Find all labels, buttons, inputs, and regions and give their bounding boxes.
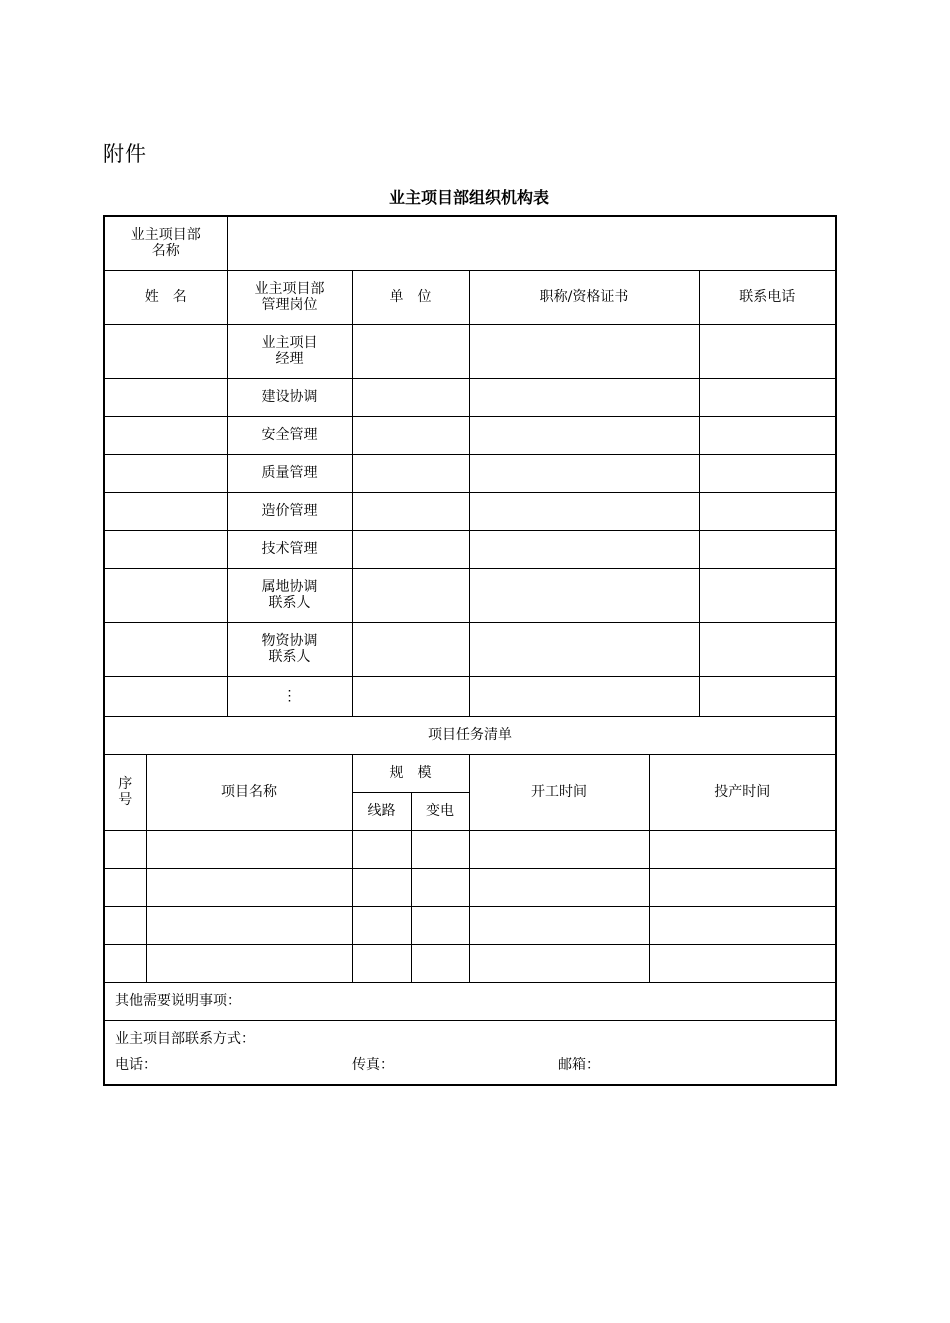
task-row — [104, 906, 836, 944]
task-col-production-time: 投产时间 — [649, 754, 836, 830]
member-post-cell — [227, 676, 352, 716]
col-header-post-line1: 业主项目部 — [254, 281, 325, 297]
member-post-cell — [227, 324, 352, 378]
member-post-cell — [227, 492, 352, 530]
col-header-post-line2: 管理岗位 — [261, 297, 318, 313]
task-start-time-cell[interactable] — [469, 906, 649, 944]
member-unit-cell[interactable] — [352, 416, 469, 454]
col-header-name: 姓 名 — [104, 270, 227, 324]
task-seq-cell[interactable] — [104, 944, 146, 982]
contact-label: 业主项目部联系方式： — [115, 1031, 255, 1048]
member-phone-cell[interactable] — [699, 454, 836, 492]
dept-name-row — [104, 216, 836, 270]
member-post-cell — [227, 416, 352, 454]
dept-name-input-cell[interactable] — [227, 216, 836, 270]
member-post-cell — [227, 378, 352, 416]
phone-label: 电话： — [115, 1057, 157, 1074]
member-phone-cell[interactable] — [699, 676, 836, 716]
org-member-row — [104, 454, 836, 492]
member-unit-cell[interactable] — [352, 676, 469, 716]
contact-info-row — [104, 1020, 836, 1085]
member-name-cell[interactable] — [104, 676, 227, 716]
col-header-post — [227, 270, 352, 324]
member-phone-cell[interactable] — [699, 622, 836, 676]
task-seq-cell[interactable] — [104, 830, 146, 868]
task-substation-cell[interactable] — [411, 906, 469, 944]
member-post-label: 造价管理 — [261, 503, 318, 519]
member-unit-cell[interactable] — [352, 530, 469, 568]
org-member-row — [104, 378, 836, 416]
task-project-name-cell[interactable] — [146, 868, 352, 906]
org-member-row — [104, 416, 836, 454]
dept-name-label-line1: 业主项目部 — [130, 227, 201, 244]
col-header-qualification: 职称/资格证书 — [469, 270, 699, 324]
task-start-time-cell[interactable] — [469, 944, 649, 982]
member-post-cell — [227, 568, 352, 622]
member-phone-cell[interactable] — [699, 492, 836, 530]
member-post-label: 联系人 — [268, 649, 311, 665]
document-title: 业主项目部组织机构表 — [388, 188, 549, 207]
member-unit-cell[interactable] — [352, 492, 469, 530]
task-header-row — [104, 754, 836, 792]
task-section-title: 项目任务清单 — [104, 716, 836, 754]
member-post-label: 质量管理 — [261, 465, 318, 481]
member-post-cell — [227, 454, 352, 492]
task-section-row — [104, 716, 836, 754]
col-header-unit: 单 位 — [352, 270, 469, 324]
member-post-label: 联系人 — [268, 595, 311, 611]
dept-name-label-line2: 名称 — [151, 243, 180, 260]
member-qualification-cell[interactable] — [469, 324, 699, 378]
member-phone-cell[interactable] — [699, 568, 836, 622]
task-col-line: 线路 — [352, 792, 411, 830]
member-name-cell[interactable] — [104, 492, 227, 530]
task-col-seq-line2: 号 — [118, 792, 133, 808]
task-production-time-cell[interactable] — [649, 830, 836, 868]
org-structure-table — [103, 215, 837, 1086]
member-post-label: 物资协调 — [261, 633, 318, 649]
task-seq-cell[interactable] — [104, 906, 146, 944]
task-substation-cell[interactable] — [411, 944, 469, 982]
member-post-label: 建设协调 — [261, 389, 318, 405]
member-qualification-cell[interactable] — [469, 492, 699, 530]
org-header-row — [104, 270, 836, 324]
task-line-cell[interactable] — [352, 830, 411, 868]
member-post-label: 经理 — [275, 351, 304, 367]
email-label: 邮箱： — [558, 1057, 600, 1074]
member-name-cell[interactable] — [104, 568, 227, 622]
task-line-cell[interactable] — [352, 944, 411, 982]
member-post-label: 属地协调 — [261, 579, 318, 595]
member-phone-cell[interactable] — [699, 324, 836, 378]
task-seq-cell[interactable] — [104, 868, 146, 906]
member-post-label: ⋮ — [282, 688, 297, 704]
task-production-time-cell[interactable] — [649, 906, 836, 944]
task-col-project-name: 项目名称 — [146, 754, 352, 830]
task-line-cell[interactable] — [352, 868, 411, 906]
member-name-cell[interactable] — [104, 622, 227, 676]
task-row — [104, 868, 836, 906]
org-member-row — [104, 568, 836, 622]
task-col-substation: 变电 — [411, 792, 469, 830]
member-post-cell — [227, 530, 352, 568]
member-qualification-cell[interactable] — [469, 416, 699, 454]
member-qualification-cell[interactable] — [469, 568, 699, 622]
member-name-cell[interactable] — [104, 378, 227, 416]
task-col-seq — [104, 754, 146, 830]
contact-fields — [115, 1052, 835, 1078]
member-post-label: 安全管理 — [261, 427, 318, 443]
task-substation-cell[interactable] — [411, 830, 469, 868]
other-notes-row — [104, 982, 836, 1020]
task-row — [104, 944, 836, 982]
task-start-time-cell[interactable] — [469, 868, 649, 906]
member-phone-cell[interactable] — [699, 378, 836, 416]
task-col-scale: 规 模 — [352, 754, 469, 792]
member-phone-cell[interactable] — [699, 416, 836, 454]
org-member-row — [104, 530, 836, 568]
member-qualification-cell[interactable] — [469, 454, 699, 492]
org-member-row — [104, 492, 836, 530]
member-post-label: 业主项目 — [261, 335, 318, 351]
task-production-time-cell[interactable] — [649, 868, 836, 906]
col-header-phone: 联系电话 — [699, 270, 836, 324]
task-col-seq-line1: 序 — [118, 776, 133, 792]
task-row — [104, 830, 836, 868]
task-substation-cell[interactable] — [411, 868, 469, 906]
member-qualification-cell[interactable] — [469, 530, 699, 568]
task-start-time-cell[interactable] — [469, 830, 649, 868]
member-name-cell[interactable] — [104, 324, 227, 378]
org-member-row — [104, 324, 836, 378]
member-qualification-cell[interactable] — [469, 622, 699, 676]
task-project-name-cell[interactable] — [146, 944, 352, 982]
member-name-cell[interactable] — [104, 416, 227, 454]
task-line-cell[interactable] — [352, 906, 411, 944]
member-phone-cell[interactable] — [699, 530, 836, 568]
other-notes-cell[interactable]: 其他需要说明事项： — [104, 982, 836, 1020]
member-unit-cell[interactable] — [352, 378, 469, 416]
member-post-label: 技术管理 — [261, 541, 318, 557]
task-project-name-cell[interactable] — [146, 906, 352, 944]
attachment-label: 附件 — [103, 142, 147, 166]
task-production-time-cell[interactable] — [649, 944, 836, 982]
org-member-row — [104, 676, 836, 716]
member-qualification-cell[interactable] — [469, 676, 699, 716]
member-name-cell[interactable] — [104, 530, 227, 568]
member-unit-cell[interactable] — [352, 454, 469, 492]
member-qualification-cell[interactable] — [469, 378, 699, 416]
contact-info-cell[interactable] — [104, 1020, 836, 1085]
org-member-row — [104, 622, 836, 676]
member-unit-cell[interactable] — [352, 622, 469, 676]
member-post-cell — [227, 622, 352, 676]
fax-label: 传真： — [352, 1057, 394, 1074]
member-unit-cell[interactable] — [352, 324, 469, 378]
task-project-name-cell[interactable] — [146, 830, 352, 868]
dept-name-label-cell — [104, 216, 227, 270]
task-col-start-time: 开工时间 — [469, 754, 649, 830]
member-unit-cell[interactable] — [352, 568, 469, 622]
member-name-cell[interactable] — [104, 454, 227, 492]
